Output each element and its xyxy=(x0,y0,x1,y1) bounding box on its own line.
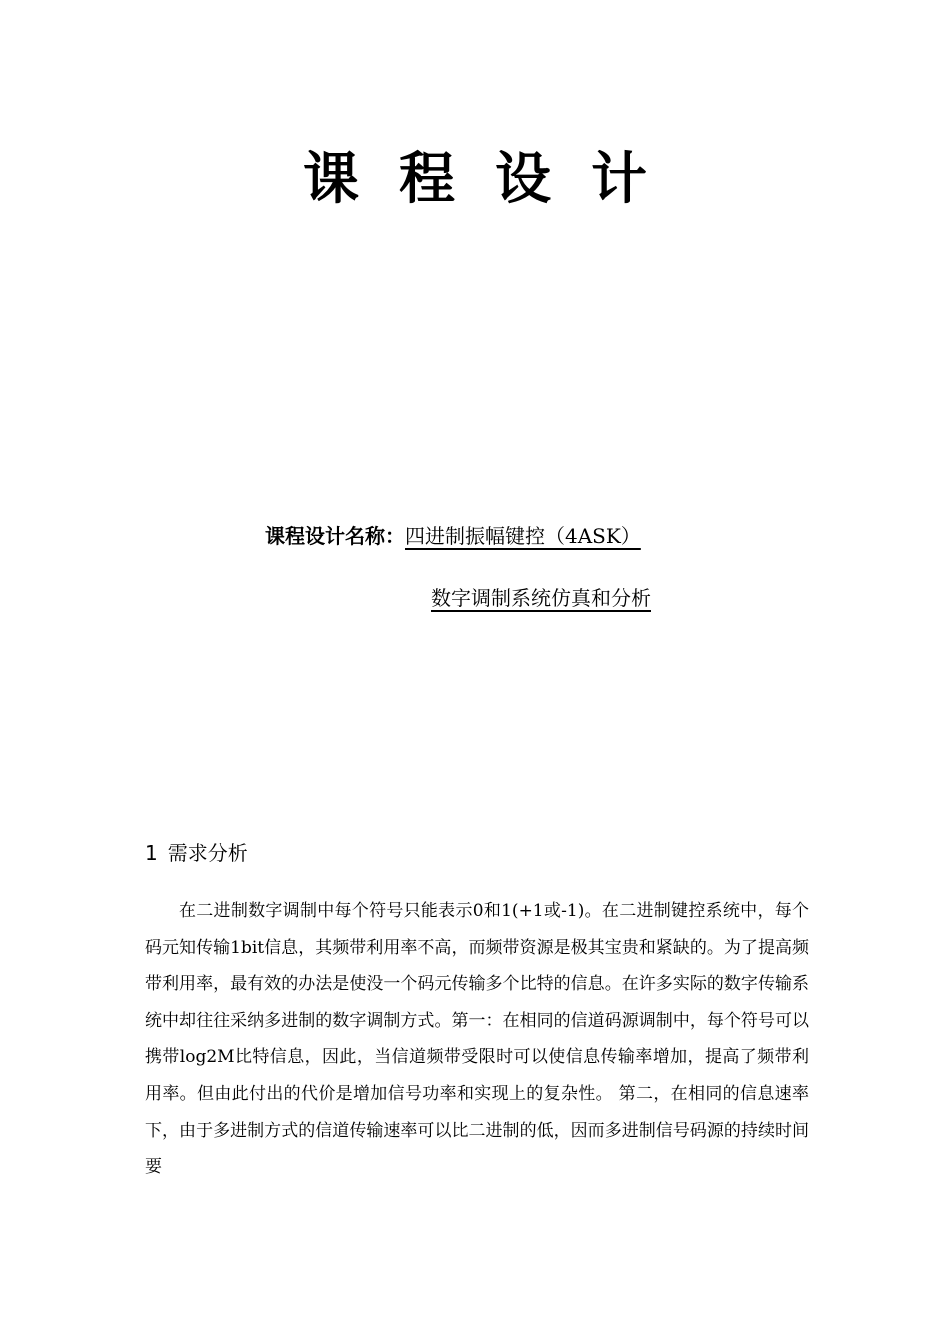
section-heading xyxy=(145,836,248,870)
body-paragraph: 在二进制数字调制中每个符号只能表示0和1(+1或-1)。在二进制键控系统中，每个码元知传输1bit信息，其频带利用率不高，而频带资源是极其宝贵和紧缺的。为了提高频带利用率，最有效的办法是使没一个码元传输多个比特的信息。在许多实际的数字传输系统中却往往采纳多进制的数字调制方式。第一：在相同的信道码源调制中，每个符号可以携带log2M比特信息，因此，当信道频带受限时可以使信息传输率增加，提高了频带利用率。但由此付出的代价是增加信号功率和实现上的复杂性。 第二，在相同的信息速率下，由于多进制方式的信道传输速率可以比二进制的低，因而多进制信号码源的持续时间要 xyxy=(145,901,809,1178)
course-name-line1 xyxy=(265,518,641,554)
title-char: 设 xyxy=(495,147,551,212)
course-name-label: 课程设计名称： xyxy=(265,524,405,548)
title-char: 计 xyxy=(591,147,647,212)
title-char: 程 xyxy=(399,147,455,212)
course-name-value-line2: 数字调制系统仿真和分析 xyxy=(431,586,651,610)
document-title xyxy=(0,140,950,220)
title-char: 课 xyxy=(303,147,359,212)
section-number: 1 xyxy=(145,841,158,865)
course-name-value-line1: 四进制振幅键控（4ASK） xyxy=(405,524,641,548)
section-title: 需求分析 xyxy=(167,841,248,865)
